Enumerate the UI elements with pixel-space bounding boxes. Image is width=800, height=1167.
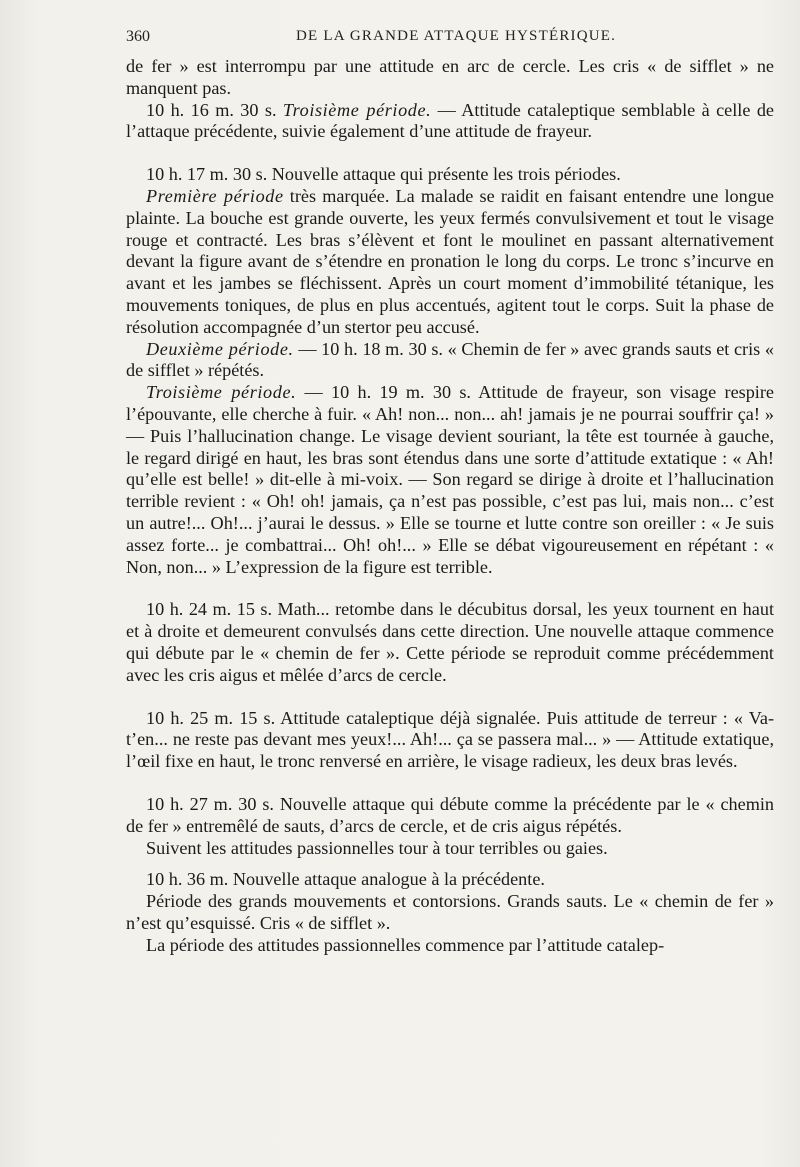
- paragraph-text: 10 h. 36 m. Nouvelle attaque analogue à la précédente.: [146, 869, 545, 890]
- body-text: [126, 56, 774, 956]
- paragraph: [126, 100, 774, 144]
- period-heading: Deuxième période.: [146, 338, 294, 359]
- page-number: 360: [126, 28, 150, 45]
- paragraph-text: Suivent les attitudes passionnelles tour à tour terribles ou gaies.: [146, 837, 608, 858]
- period-heading: Troisième période.: [282, 99, 432, 120]
- paragraph-text: — Attitude cataleptique semblable à celle de l’attaque précédente, suivie également d’une attitude de frayeur.: [126, 99, 774, 142]
- period-heading: Troisième période.: [146, 382, 297, 403]
- paragraph: [126, 708, 774, 773]
- paragraph: [126, 838, 774, 860]
- paragraph-text: très marquée. La malade se raidit en faisant entendre une longue plainte. La bouche est grande ouverte, les yeux fermés convulsivement et tout le visage rouge et contracté. Les bras s’élèvent et font le moulinet en passant alternativement devant la figure avant de s’étendre en pronation le long du corps. Le tronc s’incurve en avant et les jambes se fléchissent. Après un court moment d’immobilité tétanique, les mouvements toniques, de plus en plus accentués, agitent tout le corps. Suit la phase de résolution accompagnée d’un stertor peu accusé.: [126, 185, 775, 337]
- period-heading: Première période: [146, 185, 284, 206]
- paragraph-text: de fer » est interrompu par une attitude en arc de cercle. Les cris « de sifflet » ne manquent pas.: [126, 56, 774, 98]
- paragraph-text: 10 h. 17 m. 30 s. Nouvelle attaque qui présente les trois périodes.: [146, 164, 621, 185]
- paragraph-text: — 10 h. 18 m. 30 s. « Chemin de fer » avec grands sauts et cris « de sifflet » répétés.: [126, 338, 774, 381]
- paragraph: [126, 935, 774, 957]
- paragraph: [126, 869, 774, 891]
- paragraph: [126, 339, 774, 383]
- paragraph: [126, 164, 774, 186]
- paragraph: [126, 794, 774, 838]
- running-head: [126, 22, 774, 52]
- paragraph-lead: 10 h. 16 m. 30 s.: [146, 99, 283, 120]
- paragraph: [126, 56, 774, 100]
- paragraph: [126, 186, 774, 339]
- paragraph-text: La période des attitudes passionnelles commence par l’attitude catalep-: [146, 934, 665, 955]
- paragraph-text: Période des grands mouvements et contorsions. Grands sauts. Le « chemin de fer » n’est qu’esquissé. Cris « de sifflet ».: [126, 891, 774, 933]
- paragraph-text: 10 h. 25 m. 15 s. Attitude cataleptique déjà signalée. Puis attitude de terreur : « Va-t’en... ne reste pas devant mes yeux!... Ah!... ça se passera mal... » — Attitude extatique, l’œil fixe en haut, le tronc renversé en arrière, le visage radieux, les deux bras levés.: [126, 707, 774, 772]
- paragraph-text: 10 h. 27 m. 30 s. Nouvelle attaque qui débute comme la précédente par le « chemin de fer » entremêlé de sauts, d’arcs de cercle, et de cris aigus répétés.: [126, 793, 774, 836]
- running-title: DE LA GRANDE ATTAQUE HYSTÉRIQUE.: [296, 28, 617, 44]
- paragraph: [126, 891, 774, 935]
- paragraph: [126, 382, 774, 578]
- paragraph-text: 10 h. 24 m. 15 s. Math... retombe dans le décubitus dorsal, les yeux tournent en haut et à droite et demeurent convulsés dans cette direction. Une nouvelle attaque commence qui débute par le « chemin de fer ». Cette période se reproduit comme précédemment avec les cris aigus et mêlée d’arcs de cercle.: [126, 599, 774, 685]
- paragraph-text: — 10 h. 19 m. 30 s. Attitude de frayeur, son visage respire l’épouvante, elle cherche à fuir. « Ah! non... non... ah! jamais je ne pourrai souffrir ça! » — Puis l’hallucination change. Le visage devient souriant, la tête est tournée à gauche, le regard dirigé en haut, les bras sont étendus dans une sorte d’attitude extatique : « Ah! qu’elle est belle! » dit-elle à mi-voix. — Son regard se dirige à droite et l’hallucination terrible revient : « Oh! oh! jamais, ça n’est pas possible, c’est pas lui, mais non... c’est un autre!... Oh!... j’aurai le dessus. » Elle se tourne et lutte contre son oreiller : « Je suis assez forte... je combattrai... Oh! oh!... » Elle se débat vigoureusement en répétant : « Non, non... » L’expression de la figure est terrible.: [126, 382, 774, 577]
- paragraph: [126, 599, 774, 686]
